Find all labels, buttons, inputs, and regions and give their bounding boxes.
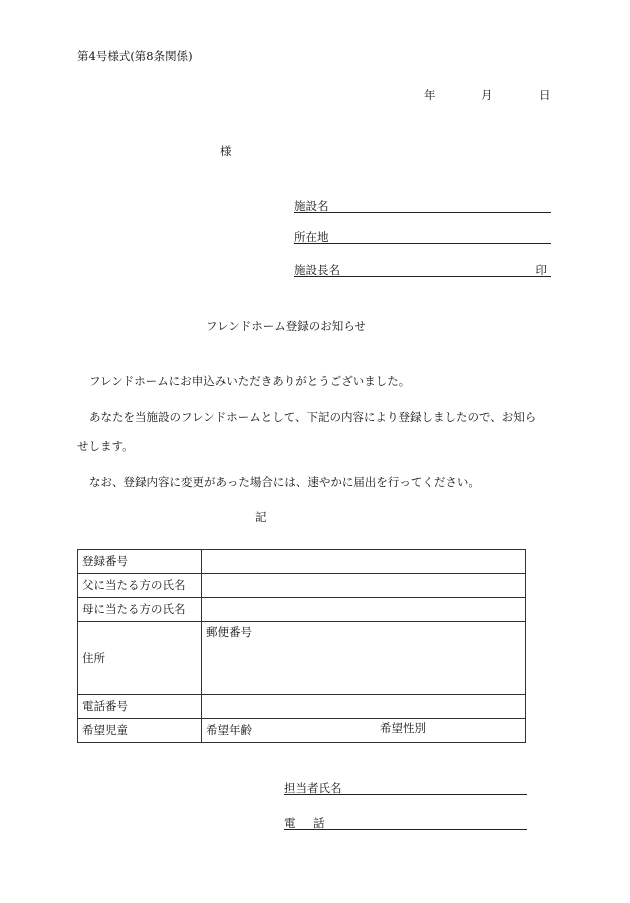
desired-child-label: 希望児童 xyxy=(78,719,202,743)
contact-phone-label: 電 話 xyxy=(284,816,328,830)
desired-gender-label: 希望性別 xyxy=(380,721,426,735)
facility-name-label: 施設名 xyxy=(294,199,329,213)
mother-name-label: 母に当たる方の氏名 xyxy=(78,598,202,622)
phone-number-value xyxy=(202,695,526,719)
registration-number-value xyxy=(202,550,526,574)
father-name-label: 父に当たる方の氏名 xyxy=(78,574,202,598)
seal-mark: 印 xyxy=(535,263,547,277)
contact-person-label: 担当者氏名 xyxy=(284,781,342,795)
father-name-value xyxy=(202,574,526,598)
registration-table xyxy=(77,549,526,743)
mother-name-value xyxy=(202,598,526,622)
body-paragraph-2-line-1: あなたを当施設のフレンドホームとして、下記の内容により登録しましたので、お知ら xyxy=(89,410,537,424)
document-title: フレンドホーム登録のお知らせ xyxy=(206,319,366,333)
table-row xyxy=(78,598,526,622)
date-month: 月 xyxy=(481,88,493,102)
registration-number-label: 登録番号 xyxy=(78,550,202,574)
facility-address-label: 所在地 xyxy=(294,230,329,244)
desired-age-label: 希望年齢 xyxy=(206,723,252,737)
director-name-row xyxy=(294,262,551,277)
body-paragraph-1: フレンドホームにお申込みいただきありがとうございました。 xyxy=(89,374,411,388)
date-day: 日 xyxy=(539,88,551,102)
form-number: 第4号様式(第8条関係) xyxy=(77,49,193,63)
body-paragraph-2-line-2: せします。 xyxy=(77,439,134,453)
date-year: 年 xyxy=(424,88,436,102)
address-label: 住所 xyxy=(78,622,202,695)
director-name-label: 施設長名 xyxy=(294,263,340,277)
contact-person-row xyxy=(284,780,527,795)
table-row xyxy=(78,695,526,719)
desired-child-value xyxy=(202,719,526,743)
postal-code-label: 郵便番号 xyxy=(206,625,252,639)
table-row xyxy=(78,719,526,743)
body-paragraph-3: なお、登録内容に変更があった場合には、速やかに届出を行ってください。 xyxy=(89,475,480,489)
contact-phone-row xyxy=(284,815,527,830)
address-value xyxy=(202,622,526,695)
phone-number-label: 電話番号 xyxy=(78,695,202,719)
ki-heading: 記 xyxy=(255,510,267,524)
facility-name-row xyxy=(294,198,551,213)
table-row xyxy=(78,622,526,695)
facility-address-row xyxy=(294,229,551,244)
addressee-suffix: 様 xyxy=(220,144,232,158)
table-row xyxy=(78,550,526,574)
table-row xyxy=(78,574,526,598)
